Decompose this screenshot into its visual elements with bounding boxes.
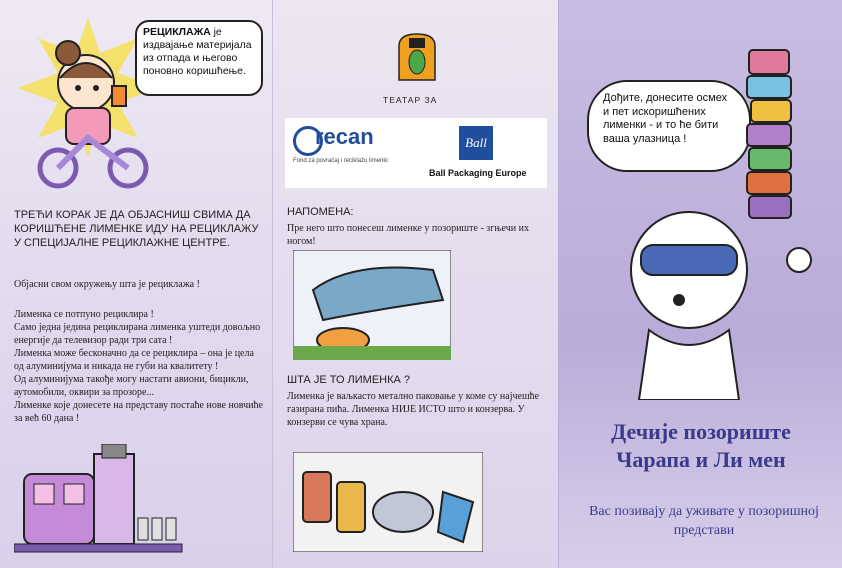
recan-subtitle: Fond za povraćaj i reciklažu limenki	[293, 158, 388, 164]
fact-item: Лименка се потпуно рециклира !	[14, 309, 154, 320]
right-panel	[558, 0, 842, 568]
recycling-machine-illustration	[14, 444, 184, 560]
facts-list	[14, 308, 264, 425]
invite-text: Вас позивају да уживате у позоришној представи	[589, 504, 819, 538]
astronaut-with-cans-illustration	[599, 40, 839, 400]
middle-panel	[272, 0, 558, 568]
theatre-logo-icon	[395, 32, 439, 82]
what-text: Лименка је ваљкасто метално паковање у коме су најчешће газирана пића. Лименка НИЈЕ ИСТО што и конзерва. У конзерви се чува храна.	[287, 391, 540, 428]
fact-item: Од алуминијума такође могу настати авиони, бицикли, аутомобили, оквири за прозоре...	[14, 374, 249, 398]
sponsor-logos-box	[285, 118, 547, 188]
title-line-2: Чарапа и Ли мен	[616, 447, 786, 472]
ball-name: Ball Packaging Europe	[429, 168, 527, 178]
what-heading: ШТА ЈЕ ТО ЛИМЕНКА ?	[287, 374, 411, 386]
recycling-definition-bubble	[135, 20, 263, 96]
cans-pile-illustration	[293, 452, 483, 552]
bubble-title: РЕЦИКЛАЖА	[143, 26, 211, 38]
crushing-can-illustration	[293, 250, 451, 360]
note-heading: НАПОМЕНА:	[287, 206, 354, 218]
left-heading: ТРЕЋИ КОРАК ЈЕ ДА ОБЈАСНИШ СВИМА ДА КОРИШЋЕНЕ ЛИМЕНКЕ ИДУ НА РЕЦИКЛАЖУ У СПЕЦИЈАЛНЕ РЕЦИКЛАЖНЕ ЦЕНТРЕ.	[14, 209, 259, 249]
fact-item: Лименке које донесете на представу постаће нове новчиће за вeћ 60 дана !	[14, 400, 263, 424]
fact-item: Лименка може бесконачно да се рециклира – она је цела од алуминијума и никада не губи на квалитету !	[14, 348, 254, 372]
title-line-1: Дечије позориште	[611, 419, 791, 444]
fact-item: Само једна једина рециклирана лименка уштеди довољно енергије да телевизор ради три сата !	[14, 322, 261, 346]
left-intro: Објасни свом окружењу шта је рециклажа !	[14, 279, 200, 290]
title-block	[559, 418, 842, 474]
note-text: Пре него што понесеш лименке у позориште - згњечи их ногом!	[287, 223, 529, 247]
bubble-text: је издвајање материјала из отпада и његово поновно коришћење.	[143, 26, 252, 77]
ball-logo-text: Ball	[465, 135, 487, 150]
ball-logo-icon	[459, 126, 493, 160]
invitation-bubble-text: Дођите, донесите осмех и пет искоришћених лименки - и то ће бити ваша улазница !	[603, 92, 728, 145]
theatre-label: ТЕАТАР ЗА	[383, 95, 438, 105]
recan-logo: recan	[315, 124, 374, 149]
left-panel	[0, 0, 272, 568]
